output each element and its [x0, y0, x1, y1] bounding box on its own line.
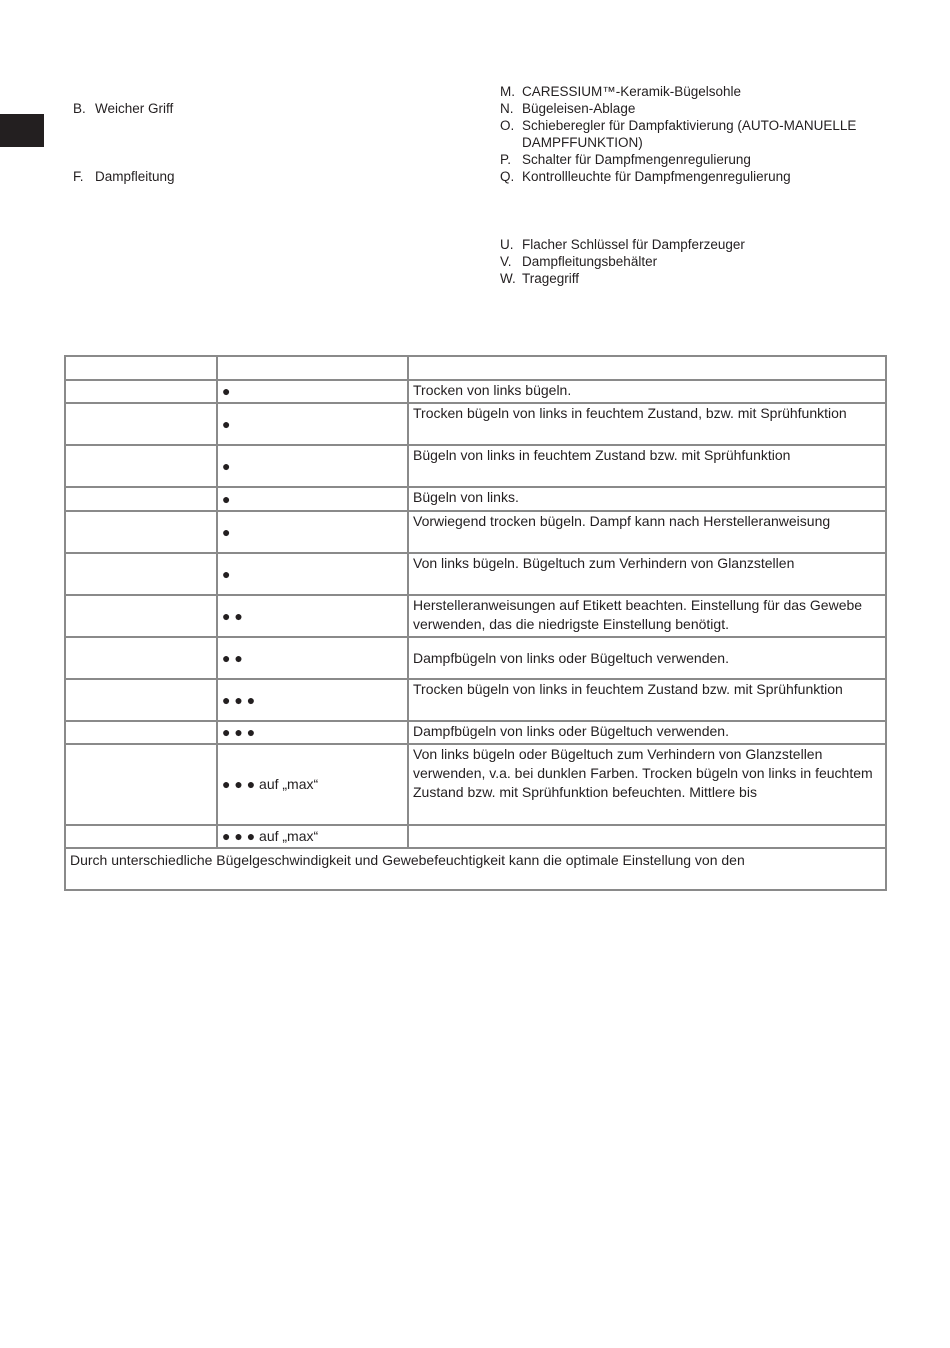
instruction-cell [408, 825, 886, 848]
setting-cell: ● [217, 380, 408, 403]
setting-cell: ● ● ● [217, 679, 408, 721]
item-letter: W. [500, 271, 516, 286]
item-letter: B. [73, 101, 86, 116]
fabric-cell [65, 403, 217, 445]
header-cell [217, 356, 408, 380]
item-letter: O. [500, 118, 515, 133]
table-row [65, 380, 886, 403]
setting-cell: ● ● ● [217, 721, 408, 744]
table-row [65, 637, 886, 679]
setting-cell: ● [217, 487, 408, 511]
fabric-cell [65, 744, 217, 825]
instruction-cell: Dampfbügeln von links oder Bügeltuch verwenden. [408, 637, 886, 679]
table-row [65, 445, 886, 487]
item-letter: V. [500, 254, 512, 269]
item-text: Kontrollleuchte für Dampfmengenregulierung [522, 169, 791, 184]
setting-cell: ● [217, 553, 408, 595]
item-text: Dampfleitung [95, 169, 175, 184]
item-text: Flacher Schlüssel für Dampferzeuger [522, 237, 745, 252]
fabric-settings-table [64, 355, 887, 891]
item-text: CARESSIUM™-Keramik-Bügelsohle [522, 84, 742, 99]
setting-cell: ● ● ● auf „max“ [217, 744, 408, 825]
table-row [65, 679, 886, 721]
table-row [65, 403, 886, 445]
fabric-cell [65, 637, 217, 679]
instruction-cell: Trocken bügeln von links in feuchtem Zustand bzw. mit Sprühfunktion [408, 679, 886, 721]
setting-cell: ● ● ● auf „max“ [217, 825, 408, 848]
table-row [65, 487, 886, 511]
fabric-cell [65, 679, 217, 721]
footnote-cell: Durch unterschiedliche Bügelgeschwindigkeit und Gewebefeuchtigkeit kann die optimale Einstellung von den [65, 848, 886, 890]
item-letter: Q. [500, 169, 515, 184]
fabric-cell [65, 595, 217, 637]
item-letter: M. [500, 84, 515, 99]
fabric-cell [65, 825, 217, 848]
setting-cell: ● [217, 511, 408, 553]
setting-cell: ● ● [217, 637, 408, 679]
item-text: Bügeleisen-Ablage [522, 101, 636, 116]
fabric-cell [65, 721, 217, 744]
instruction-cell: Vorwiegend trocken bügeln. Dampf kann nach Herstelleranweisung [408, 511, 886, 553]
instruction-cell: Herstelleranweisungen auf Etikett beachten. Einstellung für das Gewebe verwenden, das die niedrigste Einstellung benötigt. [408, 595, 886, 637]
table-row [65, 511, 886, 553]
setting-cell: ● ● [217, 595, 408, 637]
fabric-cell [65, 553, 217, 595]
fabric-cell [65, 487, 217, 511]
item-text: Tragegriff [522, 271, 580, 286]
setting-cell: ● [217, 445, 408, 487]
fabric-cell [65, 445, 217, 487]
table-row [65, 595, 886, 637]
table-header-row [65, 356, 886, 380]
item-letter: F. [73, 169, 84, 184]
item-letter: P. [500, 152, 512, 167]
instruction-cell: Trocken von links bügeln. [408, 380, 886, 403]
item-text: DAMPFFUNKTION) [522, 135, 643, 150]
language-tab-marker [0, 114, 44, 147]
table-row [65, 744, 886, 825]
header-cell [408, 356, 886, 380]
item-text: Dampfleitungsbehälter [522, 254, 658, 269]
instruction-cell: Von links bügeln oder Bügeltuch zum Verhindern von Glanzstellen verwenden, v.a. bei dunklen Farben. Trocken bügeln von links in feuchtem Zustand bzw. mit Sprühfunktion befeuchten. Mittlere bis [408, 744, 886, 825]
table-row [65, 721, 886, 744]
instruction-cell: Dampfbügeln von links oder Bügeltuch verwenden. [408, 721, 886, 744]
header-cell [65, 356, 217, 380]
table-row [65, 825, 886, 848]
instruction-cell: Bügeln von links. [408, 487, 886, 511]
item-text: Weicher Griff [95, 101, 174, 116]
item-letter: U. [500, 237, 514, 252]
instruction-cell: Trocken bügeln von links in feuchtem Zustand, bzw. mit Sprühfunktion [408, 403, 886, 445]
item-text: Schalter für Dampfmengenregulierung [522, 152, 751, 167]
item-letter: N. [500, 101, 514, 116]
fabric-cell [65, 380, 217, 403]
setting-cell: ● [217, 403, 408, 445]
instruction-cell: Von links bügeln. Bügeltuch zum Verhindern von Glanzstellen [408, 553, 886, 595]
table-footnote-row [65, 848, 886, 890]
item-text: Schieberegler für Dampfaktivierung (AUTO-MANUELLE [522, 118, 857, 133]
fabric-cell [65, 511, 217, 553]
table-row [65, 553, 886, 595]
instruction-cell: Bügeln von links in feuchtem Zustand bzw. mit Sprühfunktion [408, 445, 886, 487]
